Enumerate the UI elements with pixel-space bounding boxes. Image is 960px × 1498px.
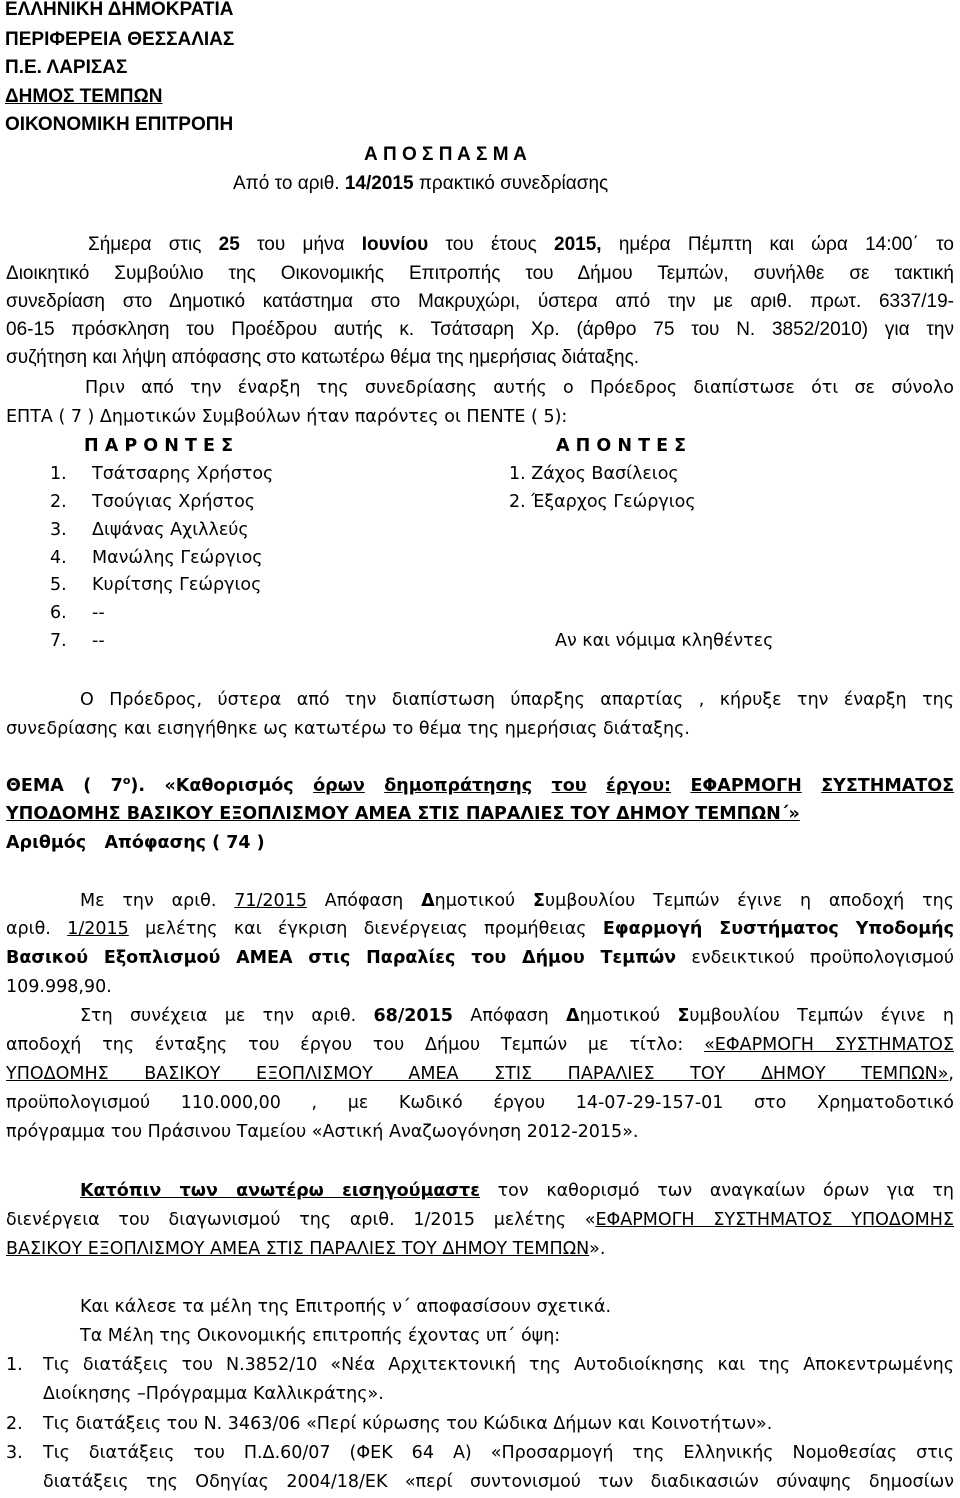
body1-line-3: Βασικού Εξοπλισμού ΑΜΕΑ στις Παραλίες του Δήμου Τεμπών ενδεικτικού προϋπολογισμού — [6, 948, 954, 968]
header-committee: ΟΙΚΟΝΟΜΙΚΗ ΕΠΙΤΡΟΠΗ — [5, 114, 234, 135]
header-regional-unit: Π.Ε. ΛΑΡΙΣΑΣ — [5, 57, 128, 78]
intro-line-3: συνεδρίαση στο Δημοτικό κατάστημα στο Μακρυχώρι, ύστερα από την με αριθ. πρωτ. 6337/19- — [6, 291, 954, 312]
extract-title: Α Π Ο Σ Π Α Σ Μ Α — [364, 144, 527, 165]
law-text: Τις διατάξεις του Ν. 3463/06 «Περί κύρωσης του Κώδικα Δήμων και Κοινοτήτων». — [43, 1414, 773, 1434]
present-name: -- — [92, 603, 105, 623]
proposal-line-2: διενέργεια του διαγωνισμού της αριθ. 1/2015 μελέτης «ΕΦΑΡΜΟΓΗ ΣΥΣΤΗΜΑΤΟΣ ΥΠΟΔΟΜΗΣ — [6, 1210, 954, 1230]
header-country: ΕΛΛΗΝΙΚΗ ΔΗΜΟΚΡΑΤΙΑ — [5, 0, 234, 20]
law-num: 3. — [6, 1443, 23, 1463]
present-name: Τσούγιας Χρήστος — [92, 492, 256, 512]
quorum-line-1: Πριν από την έναρξη της συνεδρίασης αυτής ο Πρόεδρος διαπίστωσε ότι σε σύνολο — [85, 378, 954, 398]
law-num: 1. — [6, 1355, 23, 1375]
present-num: 3. — [50, 520, 67, 540]
body2-line-2: αποδοχή της ένταξης του έργου του Δήμου Τεμπών με τίτλο: «ΕΦΑΡΜΟΓΗ ΣΥΣΤΗΜΑΤΟΣ — [6, 1035, 954, 1055]
opening-line-2: συνεδρίασης και εισηγήθηκε ως κατωτέρω το θέμα της ημερήσιας διάταξης. — [6, 719, 690, 739]
present-num: 5. — [50, 575, 67, 595]
law-text: Τις διατάξεις του Π.Δ.60/07 (ΦΕΚ 64 Α) «Προσαρμογή της Ελληνικής Νομοθεσίας στις — [43, 1443, 954, 1463]
present-num: 1. — [50, 464, 67, 484]
opening-line-1: Ο Πρόεδρος, ύστερα από την διαπίστωση ύπαρξης απαρτίας , κήρυξε την έναρξη της — [80, 690, 954, 710]
absent-heading: Α Π Ο Ν Τ Ε Σ — [556, 436, 687, 456]
subject-label: ΘΕΜΑ ( $7^o$). — [6, 774, 146, 796]
present-num: 2. — [50, 492, 67, 512]
closing-line-1: Και κάλεσε τα μέλη της Επιτροπής ν΄ αποφασίσουν σχετικά. — [80, 1297, 612, 1317]
present-name: Τσάτσαρης Χρήστος — [92, 464, 274, 484]
proposal-line-1: Κατόπιν των ανωτέρω εισηγούμαστε τον καθορισμό των αναγκαίων όρων για τη — [80, 1181, 954, 1201]
minutes-subtitle: Από το αριθ. 14/2015 πρακτικό συνεδρίασης — [233, 173, 609, 194]
intro-line-1: Σήμερα στις 25 του μήνα Ιουνίου του έτους 2015, ημέρα Πέμπτη και ώρα 14:00΄ το — [88, 234, 954, 255]
proposal-line-3: ΒΑΣΙΚΟΥ ΕΞΟΠΛΙΣΜΟΥ ΑΜΕΑ ΣΤΙΣ ΠΑΡΑΛΙΕΣ ΤΟΥ ΔΗΜΟΥ ΤΕΜΠΩΝ». — [6, 1239, 606, 1259]
absent-member: 1. Ζάχος Βασίλειος — [509, 464, 679, 484]
intro-line-5: συζήτηση και λήψη απόφασης στο κατωτέρω θέμα της ημερήσιας διάταξης. — [6, 347, 640, 368]
absent-note: Αν και νόμιμα κληθέντες — [555, 631, 774, 651]
present-name: Μανώλης Γεώργιος — [92, 548, 263, 568]
body1-line-2: αριθ. 1/2015 μελέτης και έγκριση διενέργειας προμήθειας Εφαρμογή Συστήματος Υποδομής — [6, 919, 954, 939]
subject-line-2: ΥΠΟΔΟΜΗΣ ΒΑΣΙΚΟΥ ΕΞΟΠΛΙΣΜΟΥ ΑΜΕΑ ΣΤΙΣ ΠΑΡΑΛΙΕΣ ΤΟΥ ΔΗΜΟΥ ΤΕΜΠΩΝ΄» — [6, 804, 800, 824]
law-text: Διοίκησης –Πρόγραμμα Καλλικράτης». — [43, 1384, 384, 1404]
body2-line-4: προϋπολογισμού 110.000,00 , με Κωδικό έργου 14-07-29-157-01 στο Χρηματοδοτικό — [6, 1093, 954, 1113]
body2-line-3: ΥΠΟΔΟΜΗΣ ΒΑΣΙΚΟΥ ΕΞΟΠΛΙΣΜΟΥ ΑΜΕΑ ΣΤΙΣ ΠΑΡΑΛΙΕΣ ΤΟΥ ΔΗΜΟΥ ΤΕΜΠΩΝ», — [6, 1064, 954, 1084]
quorum-line-2: ΕΠΤΑ ( 7 ) Δημοτικών Συμβούλων ήταν παρόντες οι ΠΕΝΤΕ ( 5): — [6, 407, 568, 427]
present-num: 4. — [50, 548, 67, 568]
present-num: 6. — [50, 603, 67, 623]
body1-line-1: Με την αριθ. 71/2015 Απόφαση Δημοτικού Συμβουλίου Τεμπών έγινε η αποδοχή της — [80, 891, 954, 911]
law-text: Τις διατάξεις του Ν.3852/10 «Νέα Αρχιτεκτονική της Αυτοδιοίκησης και της Αποκεντρωμένης — [43, 1355, 954, 1375]
decision-number: Αριθμός Απόφασης ( 74 ) — [6, 833, 265, 853]
header-municipality: ΔΗΜΟΣ ΤΕΜΠΩΝ — [5, 86, 163, 107]
intro-line-4: 06-15 πρόσκληση του Προέδρου αυτής κ. Τσάτσαρη Χρ. (άρθρο 75 του Ν. 3852/2010) για την — [6, 319, 954, 340]
header-region: ΠΕΡΙΦΕΡΕΙΑ ΘΕΣΣΑΛΙΑΣ — [5, 29, 235, 50]
present-name: Κυρίτσης Γεώργιος — [92, 575, 262, 595]
absent-member: 2. Έξαρχος Γεώργιος — [509, 492, 696, 512]
law-text: διατάξεις της Οδηγίας 2004/18/ΕΚ «περί συντονισμού των διαδικασιών σύναψης δημοσίων — [43, 1472, 954, 1492]
law-num: 2. — [6, 1414, 23, 1434]
present-name: Διψάνας Αχιλλεύς — [92, 520, 249, 540]
subject-line-1: ΘΕΜΑ ( $7^o$). «Καθορισμός όρων δημοπράτησης του έργου: ΕΦΑΡΜΟΓΗ ΣΥΣΤΗΜΑΤΟΣ — [6, 774, 955, 796]
body1-line-4: 109.998,90. — [6, 977, 112, 997]
closing-line-2: Τα Μέλη της Οικονομικής επιτροπής έχοντας υπ΄ όψη: — [80, 1326, 561, 1346]
present-num: 7. — [50, 631, 67, 651]
body2-line-5: πρόγραμμα του Πράσινου Ταμείου «Αστική Αναζωογόνηση 2012-2015». — [6, 1122, 639, 1142]
body2-line-1: Στη συνέχεια με την αριθ. 68/2015 Απόφαση Δημοτικού Συμβουλίου Τεμπών έγινε η — [80, 1006, 954, 1026]
present-heading: Π Α Ρ Ο Ν Τ Ε Σ — [84, 436, 234, 456]
intro-line-2: Διοικητικό Συμβούλιο της Οικονομικής Επιτροπής του Δήμου Τεμπών, συνήλθε σε τακτική — [6, 263, 954, 284]
present-name: -- — [92, 631, 105, 651]
